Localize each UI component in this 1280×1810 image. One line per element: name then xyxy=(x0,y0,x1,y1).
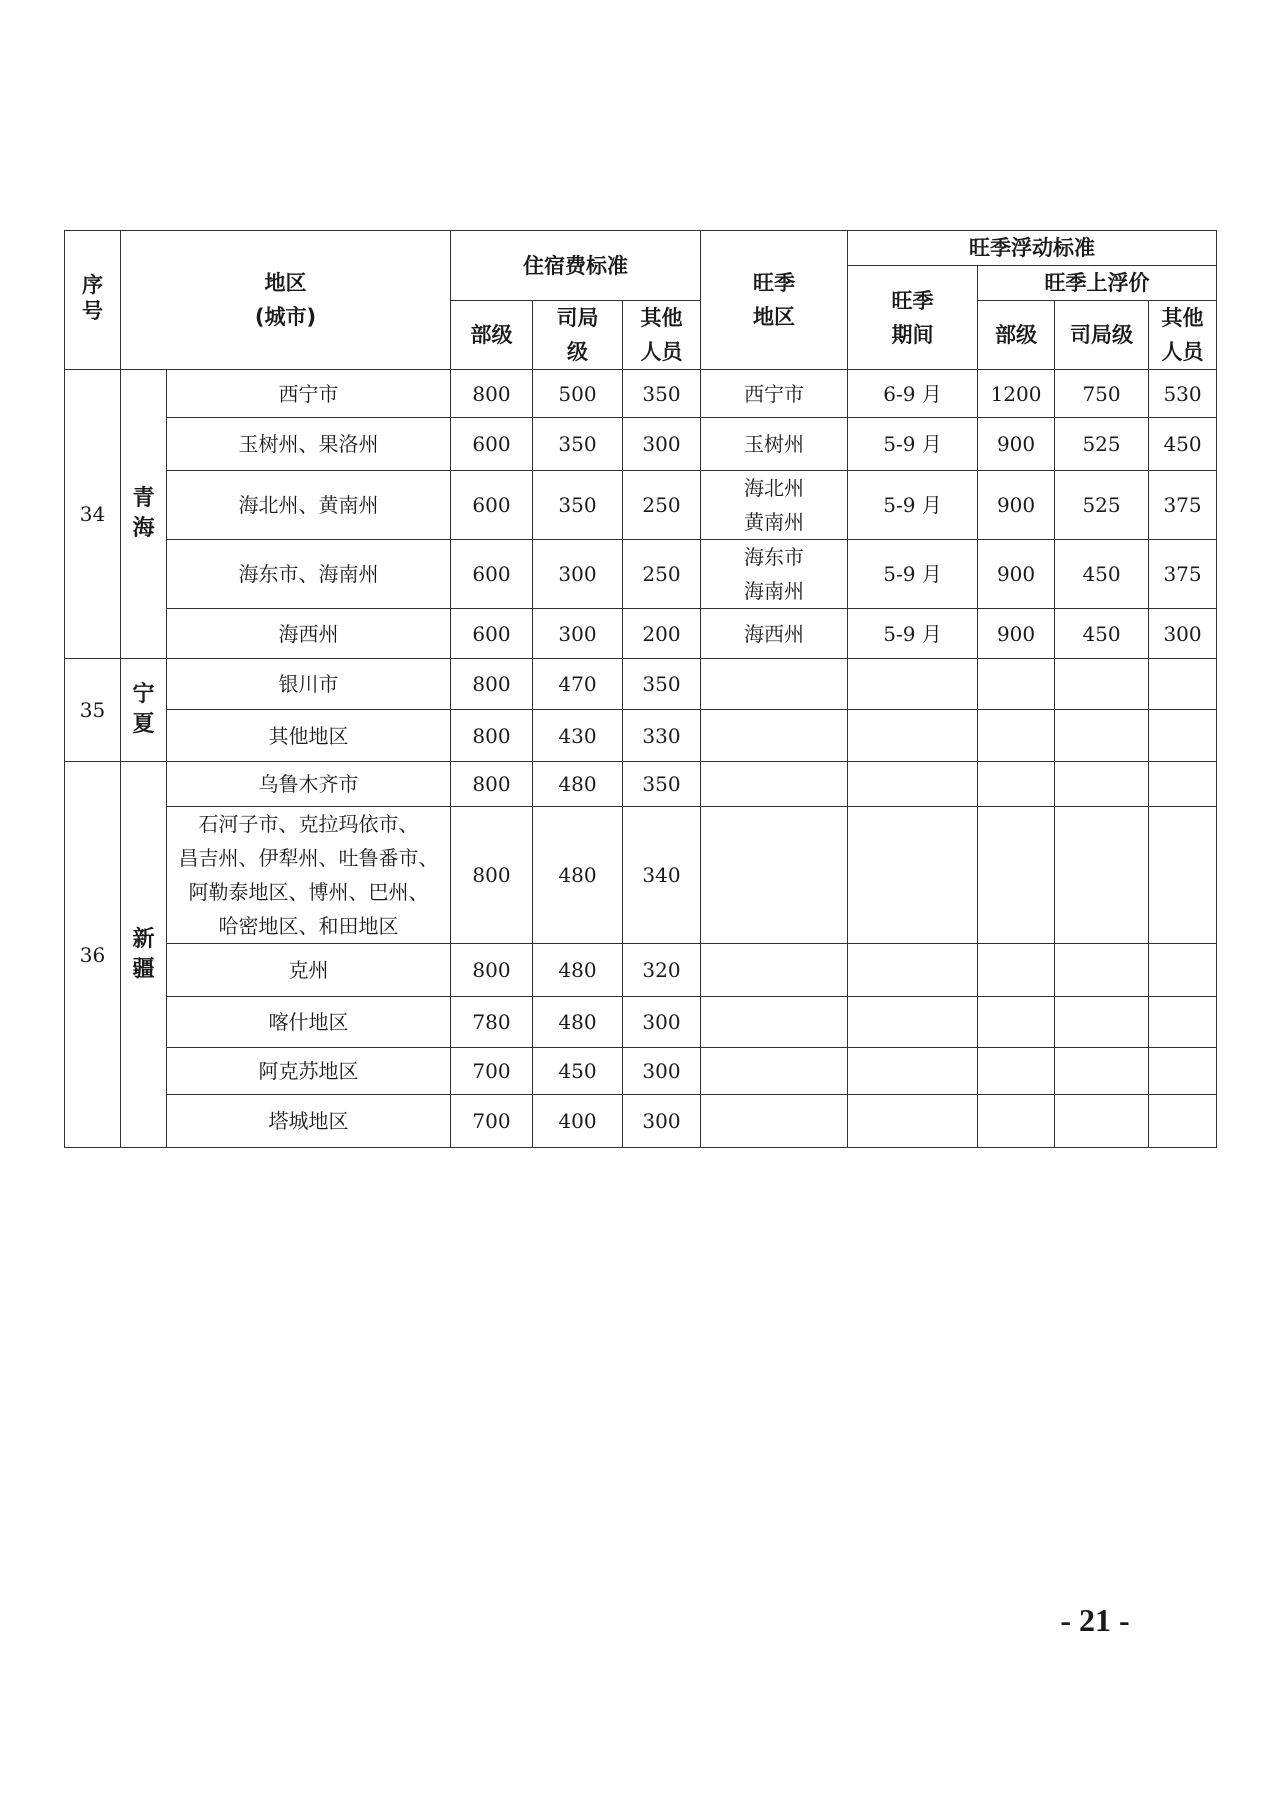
std-cell: 500 xyxy=(533,370,623,418)
empty-cell xyxy=(1149,1095,1217,1148)
std-cell: 350 xyxy=(623,370,701,418)
peak-cell: 450 xyxy=(1149,418,1217,471)
std-cell: 600 xyxy=(451,418,533,471)
std-cell: 600 xyxy=(451,540,533,609)
std-cell: 350 xyxy=(623,659,701,710)
empty-cell xyxy=(1055,944,1149,997)
empty-cell xyxy=(848,1095,978,1148)
empty-cell xyxy=(978,944,1055,997)
peak-region-cell: 海东市 海南州 xyxy=(701,540,848,609)
header-lodging: 住宿费标准 xyxy=(451,231,701,301)
header-lodging-col: 其他 人员 xyxy=(623,301,701,370)
table-row xyxy=(65,418,1217,471)
header-lodging-col: 司局 级 xyxy=(533,301,623,370)
peak-cell: 450 xyxy=(1055,609,1149,659)
std-cell: 480 xyxy=(533,944,623,997)
header-lodging-col: 部级 xyxy=(451,301,533,370)
empty-cell xyxy=(1055,1095,1149,1148)
std-cell: 300 xyxy=(623,997,701,1048)
table-row xyxy=(65,471,1217,540)
peak-region-cell: 西宁市 xyxy=(701,370,848,418)
std-cell: 300 xyxy=(623,418,701,471)
empty-cell xyxy=(1055,807,1149,944)
peak-period-cell: 5-9 月 xyxy=(848,540,978,609)
empty-cell xyxy=(848,659,978,710)
empty-cell xyxy=(978,1095,1055,1148)
std-cell: 430 xyxy=(533,710,623,762)
empty-cell xyxy=(848,997,978,1048)
empty-cell xyxy=(1055,659,1149,710)
empty-cell xyxy=(978,807,1055,944)
std-cell: 800 xyxy=(451,659,533,710)
peak-cell: 900 xyxy=(978,471,1055,540)
empty-cell xyxy=(978,1048,1055,1095)
header-region: 地区 (城市) xyxy=(121,231,451,370)
peak-cell: 1200 xyxy=(978,370,1055,418)
empty-cell xyxy=(701,997,848,1048)
region-cell: 克州 xyxy=(167,944,451,997)
peak-region-cell: 玉树州 xyxy=(701,418,848,471)
empty-cell xyxy=(848,710,978,762)
std-cell: 800 xyxy=(451,944,533,997)
std-cell: 800 xyxy=(451,710,533,762)
peak-region-cell: 海北州 黄南州 xyxy=(701,471,848,540)
table-row xyxy=(65,944,1217,997)
std-cell: 340 xyxy=(623,807,701,944)
std-cell: 350 xyxy=(623,762,701,807)
empty-cell xyxy=(848,1048,978,1095)
peak-cell: 900 xyxy=(978,418,1055,471)
province-cell: 青海 xyxy=(121,370,167,659)
region-cell: 乌鲁木齐市 xyxy=(167,762,451,807)
region-cell: 石河子市、克拉玛依市、 昌吉州、伊犁州、吐鲁番市、 阿勒泰地区、博州、巴州、 哈密地区、和田地区 xyxy=(167,807,451,944)
empty-cell xyxy=(1149,1048,1217,1095)
region-cell: 喀什地区 xyxy=(167,997,451,1048)
region-cell: 海西州 xyxy=(167,609,451,659)
seq-cell: 34 xyxy=(65,370,121,659)
empty-cell xyxy=(1149,710,1217,762)
region-cell: 塔城地区 xyxy=(167,1095,451,1148)
table-row xyxy=(65,1048,1217,1095)
table-row xyxy=(65,762,1217,807)
header-peak-region: 旺季 地区 xyxy=(701,231,848,370)
table-row xyxy=(65,807,1217,944)
std-cell: 700 xyxy=(451,1048,533,1095)
peak-cell: 750 xyxy=(1055,370,1149,418)
empty-cell xyxy=(848,807,978,944)
page-number: - 21 - xyxy=(1060,1602,1130,1638)
empty-cell xyxy=(978,659,1055,710)
std-cell: 350 xyxy=(533,471,623,540)
std-cell: 450 xyxy=(533,1048,623,1095)
table-row xyxy=(65,997,1217,1048)
region-cell: 玉树州、果洛州 xyxy=(167,418,451,471)
peak-cell: 530 xyxy=(1149,370,1217,418)
header-peak-period: 旺季 期间 xyxy=(848,266,978,370)
std-cell: 800 xyxy=(451,762,533,807)
empty-cell xyxy=(1149,997,1217,1048)
std-cell: 470 xyxy=(533,659,623,710)
header-peak-price-col: 其他 人员 xyxy=(1149,301,1217,370)
table-row xyxy=(65,540,1217,609)
peak-cell: 900 xyxy=(978,609,1055,659)
empty-cell xyxy=(978,710,1055,762)
seq-cell: 36 xyxy=(65,762,121,1148)
table-row xyxy=(65,659,1217,710)
seq-cell: 35 xyxy=(65,659,121,762)
empty-cell xyxy=(1055,997,1149,1048)
lodging-standard-table xyxy=(64,230,1217,1148)
region-cell: 海东市、海南州 xyxy=(167,540,451,609)
std-cell: 300 xyxy=(533,540,623,609)
std-cell: 200 xyxy=(623,609,701,659)
empty-cell xyxy=(1149,807,1217,944)
table-row xyxy=(65,1095,1217,1148)
std-cell: 600 xyxy=(451,471,533,540)
empty-cell xyxy=(978,997,1055,1048)
empty-cell xyxy=(1055,762,1149,807)
peak-region-cell: 海西州 xyxy=(701,609,848,659)
empty-cell xyxy=(848,762,978,807)
empty-cell xyxy=(701,807,848,944)
peak-cell: 450 xyxy=(1055,540,1149,609)
std-cell: 250 xyxy=(623,471,701,540)
empty-cell xyxy=(848,944,978,997)
std-cell: 800 xyxy=(451,370,533,418)
peak-period-cell: 5-9 月 xyxy=(848,471,978,540)
std-cell: 700 xyxy=(451,1095,533,1148)
table-row xyxy=(65,609,1217,659)
std-cell: 780 xyxy=(451,997,533,1048)
std-cell: 800 xyxy=(451,807,533,944)
peak-cell: 300 xyxy=(1149,609,1217,659)
header-peak-standard: 旺季浮动标准 xyxy=(848,231,1217,266)
peak-cell: 375 xyxy=(1149,540,1217,609)
header-peak-price: 旺季上浮价 xyxy=(978,266,1217,301)
empty-cell xyxy=(1055,1048,1149,1095)
empty-cell xyxy=(1149,659,1217,710)
std-cell: 330 xyxy=(623,710,701,762)
header-peak-price-col: 部级 xyxy=(978,301,1055,370)
std-cell: 480 xyxy=(533,807,623,944)
table-row xyxy=(65,370,1217,418)
table-row xyxy=(65,710,1217,762)
region-cell: 西宁市 xyxy=(167,370,451,418)
std-cell: 400 xyxy=(533,1095,623,1148)
peak-cell: 375 xyxy=(1149,471,1217,540)
std-cell: 600 xyxy=(451,609,533,659)
region-cell: 其他地区 xyxy=(167,710,451,762)
std-cell: 300 xyxy=(623,1048,701,1095)
empty-cell xyxy=(701,659,848,710)
region-cell: 海北州、黄南州 xyxy=(167,471,451,540)
peak-period-cell: 5-9 月 xyxy=(848,609,978,659)
empty-cell xyxy=(701,762,848,807)
empty-cell xyxy=(1149,762,1217,807)
std-cell: 300 xyxy=(623,1095,701,1148)
peak-cell: 900 xyxy=(978,540,1055,609)
header-peak-price-col: 司局级 xyxy=(1055,301,1149,370)
region-cell: 银川市 xyxy=(167,659,451,710)
empty-cell xyxy=(1055,710,1149,762)
peak-period-cell: 6-9 月 xyxy=(848,370,978,418)
peak-cell: 525 xyxy=(1055,418,1149,471)
empty-cell xyxy=(1149,944,1217,997)
std-cell: 250 xyxy=(623,540,701,609)
peak-cell: 525 xyxy=(1055,471,1149,540)
province-cell: 新疆 xyxy=(121,762,167,1148)
empty-cell xyxy=(701,1048,848,1095)
empty-cell xyxy=(701,1095,848,1148)
empty-cell xyxy=(701,710,848,762)
province-cell: 宁夏 xyxy=(121,659,167,762)
std-cell: 320 xyxy=(623,944,701,997)
header-seq: 序号 xyxy=(65,231,121,370)
peak-period-cell: 5-9 月 xyxy=(848,418,978,471)
std-cell: 480 xyxy=(533,997,623,1048)
region-cell: 阿克苏地区 xyxy=(167,1048,451,1095)
empty-cell xyxy=(701,944,848,997)
std-cell: 350 xyxy=(533,418,623,471)
empty-cell xyxy=(978,762,1055,807)
std-cell: 480 xyxy=(533,762,623,807)
std-cell: 300 xyxy=(533,609,623,659)
